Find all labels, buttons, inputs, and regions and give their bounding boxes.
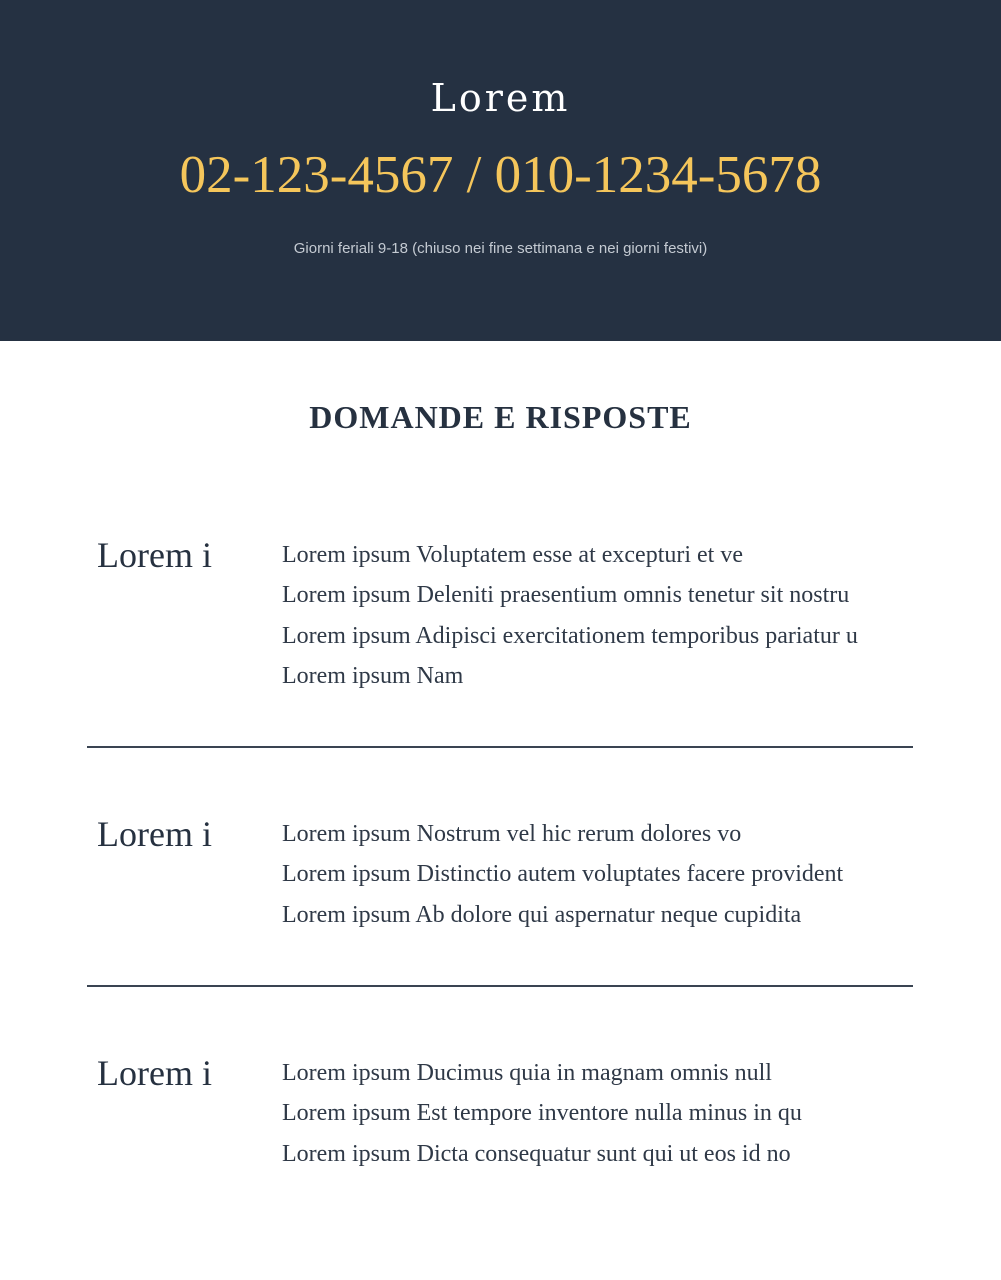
divider (87, 985, 913, 987)
faq-answer-line: Lorem ipsum Nostrum vel hic rerum dolores vo (282, 821, 742, 847)
faq-answer-line: Lorem ipsum Ducimus quia in magnam omnis null (282, 1060, 772, 1086)
faq-answer-line: Lorem ipsum Dicta consequatur sunt qui ut eos id no (282, 1140, 791, 1167)
faq-question: Lorem i (97, 535, 212, 575)
faq-question: Lorem i (97, 814, 212, 854)
faq-answer-list (282, 535, 922, 696)
faq-answer-line: Lorem ipsum Voluptatem esse at excepturi et ve (282, 542, 743, 568)
faq-title: DOMANDE E RISPOSTE (309, 399, 692, 435)
faq-answer-line: Lorem ipsum Ab dolore qui aspernatur neque cupidita (282, 901, 802, 928)
faq-answer-line: Lorem ipsum Est tempore inventore nulla minus in qu (282, 1100, 802, 1127)
faq-answer-list (282, 814, 922, 935)
phone-numbers: 02-123-4567 / 010-1234-5678 (179, 146, 822, 204)
faq-question: Lorem i (97, 1053, 212, 1093)
faq-answer-line: Lorem ipsum Nam (282, 662, 464, 689)
faq-answer-line: Lorem ipsum Adipisci exercitationem temporibus pariatur u (282, 622, 858, 649)
faq-answer-list (282, 1053, 922, 1174)
faq-answer-line: Lorem ipsum Deleniti praesentium omnis tenetur sit nostru (282, 582, 850, 609)
faq-answer-line: Lorem ipsum Distinctio autem voluptates facere provident (282, 861, 844, 888)
header-title: Lorem (430, 76, 571, 120)
business-hours: Giorni feriali 9-18 (chiuso nei fine settimana e nei giorni festivi) (293, 240, 708, 257)
contact-header (0, 0, 1001, 341)
divider (87, 746, 913, 748)
